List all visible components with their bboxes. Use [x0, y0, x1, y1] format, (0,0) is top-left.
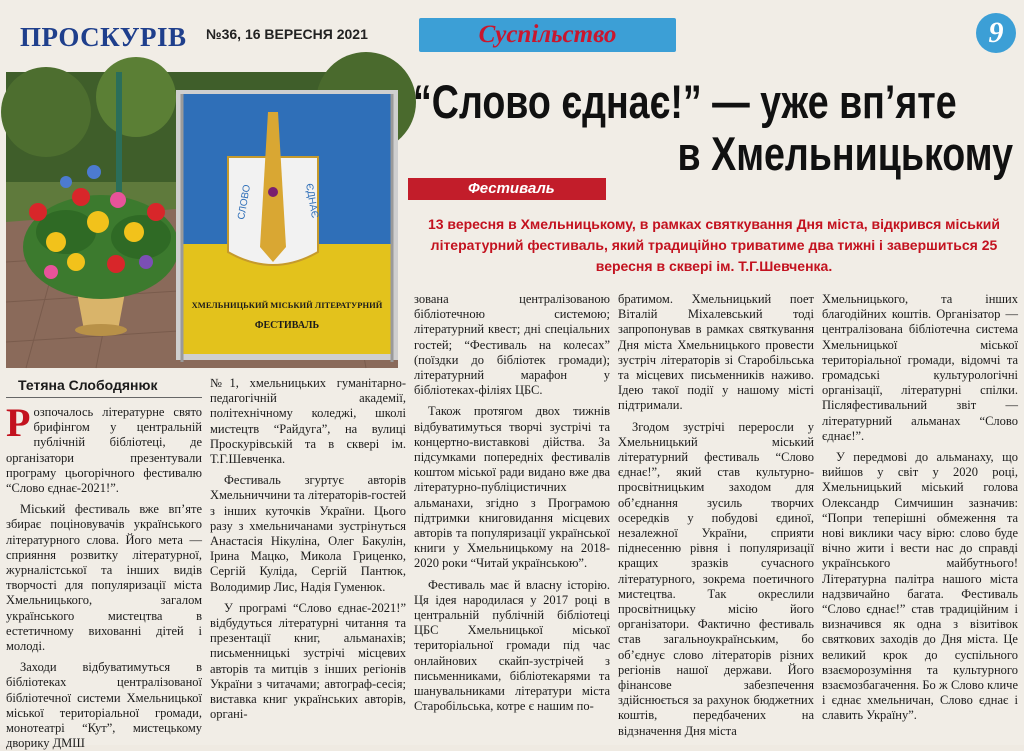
festival-photo: [6, 72, 398, 368]
paragraph: Заходи відбуватимуться в бібліотеках централізованої бібліотечної системи Хмельницької міської територіальної громади, монотеатрі “Кут”, мистецькому дворику ДМШ: [6, 660, 202, 751]
banner-word-1: СЛОВО: [236, 183, 254, 221]
article-lead: 13 вересня в Хмельницькому, в рамках святкування Дня міста, відкрився міський літературний фестиваль, який традиційно триватиме два тижні і завершиться 25 вересня в сквері ім. Т.Г.Шевченка.: [427, 216, 1001, 274]
paragraph: У програмі “Слово єднає-2021!” відбудуться літературні читання та презентації книг, альманахів; письменницькі зустрічі місцевих авторів та митців з інших регіонів України з читачами; автограф-сесія; виставка книг українських авторів, органі-: [210, 600, 406, 722]
paragraph: Також протягом двох тижнів відбуватимуться творчі зустрічі та концертно-виставкові дійства. За підсумками попередніх фестивалів коштом міської ради видано вже два літературно-публіцистичних альманахи, згідно з Програмою підтримки книговидання місцевих авторів та популяризації української книги у Хмельницькому на 2018-2020 роки “Читай українською”.: [414, 404, 610, 571]
paragraph: зована централізованою бібліотечною системою; літературний квест; дні спеціальних гостей; “Фестиваль на колесах” (поїздки до бібліотек громади); літературний марафон у бібліотеках-філіях ЦБС.: [414, 292, 610, 398]
section-tag: [408, 178, 606, 200]
paragraph: Фестиваль згуртує авторів Хмельниччини та літераторів-гостей з інших куточків України. Цього разу з хмельничанами зустрінуться Анастасія Нікуліна, Олег Бакулін, Ірина Мацко, Микола Гриценко, Сергій Куліда, Сергій Пантюк, Володимир Лис, Надія Гуменюк.: [210, 473, 407, 594]
banner-caption: ХМЕЛЬНИЦЬКИЙ МІСЬКИЙ ЛІТЕРАТУРНИЙ: [191, 300, 383, 310]
paragraph: Хмельницького, та інших благодійних коштів. Організатор — централізована бібліотечна система Хмельницької міської територіальної громади, відомчі та громадські культурологічні організації, літературні спілки. Післяфестивальний звіт — літературний альманах “Слово єднає!”.: [822, 292, 1018, 443]
paragraph: №1, хмельницьких гуманітарно-педагогічній академії, політехнічному коледжі, школі мистецтв “Райдуга”, на вулиці Проскурівській та в сквері ім. Т.Г.Шевченка.: [210, 376, 406, 467]
text-column-2: [210, 376, 406, 740]
text-column-1: [6, 400, 202, 751]
page-number: 9: [988, 16, 1004, 49]
text-column-4: [618, 292, 814, 740]
rubric-label: Суспільство: [478, 21, 617, 48]
banner-caption-2: ФЕСТИВАЛЬ: [254, 320, 320, 331]
paragraph: братимом. Хмельницький поет Віталій Міхалевський тоді запропонував в рамках святкування Дня міста Хмельницького провести зустріч літераторів зі Старобільська та місцевих письменників наживо. Ідею такої події у нашому місті підтримали.: [618, 292, 814, 413]
dropcap: Р: [6, 400, 31, 445]
page-header: [0, 0, 1024, 68]
headline-line-1: “Слово єднає!” — уже вп’яте: [413, 75, 957, 128]
text-column-3: [414, 292, 610, 740]
text-column-5: [822, 292, 1018, 740]
headline-line-2: в Хмельницькому: [677, 127, 1013, 180]
section-tag-label: Фестиваль: [468, 180, 555, 197]
festival-photo-illustration: [6, 72, 398, 368]
paragraph: Фестиваль має й власну історію. Ця ідея народилася у 2017 році в центральній публічній бібліотеці ЦБС Хмельницької міської територіальної громади під час онлайнових скайп-зустрічей з письменниками, бібліотекарями та шанувальниками літератури міста Старобільська, котре є нашим по-: [414, 577, 610, 714]
article-headline: [413, 75, 1013, 180]
rubric-banner: [419, 18, 676, 52]
article-byline: Тетяна Слободянюк: [6, 372, 202, 398]
paragraph: Згодом зустрічі переросли у Хмельницький міський літературний фестиваль “Слово єднає!”, який став культурно-просвітницьким заходом для об’єднання зусиль творчих осередків у побудові єдиної, незалежної України, сприяти піднесенню рівня і популяризації кращих зразків сучасного літературного, зокрема поетичного мистецтва. Так окреслили просвітницьку місію його організатори. Фактично фестиваль став загальноукраїнським, бо об’єднує слово літераторів різних регіонів нашої держави. Його фінансове забезпечення здійснюється за рахунок бюджетних коштів, передбачених на відзначення Дня міста: [618, 419, 814, 738]
issue-date: №36, 16 ВЕРЕСНЯ 2021: [206, 26, 368, 42]
paragraph: У передмові до альманаху, що вийшов у світ у 2020 році, Хмельницький міський голова Олександр Симчишин зазначив: “Попри теперішні обмеження та нові виклики часу вірю: слово буде вічно жити і вести нас до справді українського майбутнього! Літературна палітра нашого міста надзвичайно багата. Фестиваль “Слово єднає!” став традиційним і визначився як одна з візитівок святкових заходів до Дня міста. Це великий крок до суспільного взаєморозуміння та культурного взаємозбагачення. Бо ж Слово кличе і єднає хмельничан, Слово єднає і славить Україну”.: [822, 450, 1018, 723]
page-number-badge: [976, 13, 1016, 53]
paragraph: озпочалось літературне свято брифінгом у центральній публічній бібліотеці, де організатори презентували програму цьогорічного фестивалю “Слово єднає-2021!”.: [6, 405, 202, 496]
paragraph: Міський фестиваль вже вп’яте збирає поціновувачів українського літературного слова. Його мета — сприяння розвитку літературної, журналістської та інших видів творчості для популяризації міста Хмельницького, загалом українського мистецтва в естетичному вихованні дітей і молоді.: [6, 502, 202, 654]
newspaper-brand: ПРОСКУРІВ: [20, 22, 187, 52]
banner-word-2: ЄДНАЄ: [303, 182, 320, 220]
